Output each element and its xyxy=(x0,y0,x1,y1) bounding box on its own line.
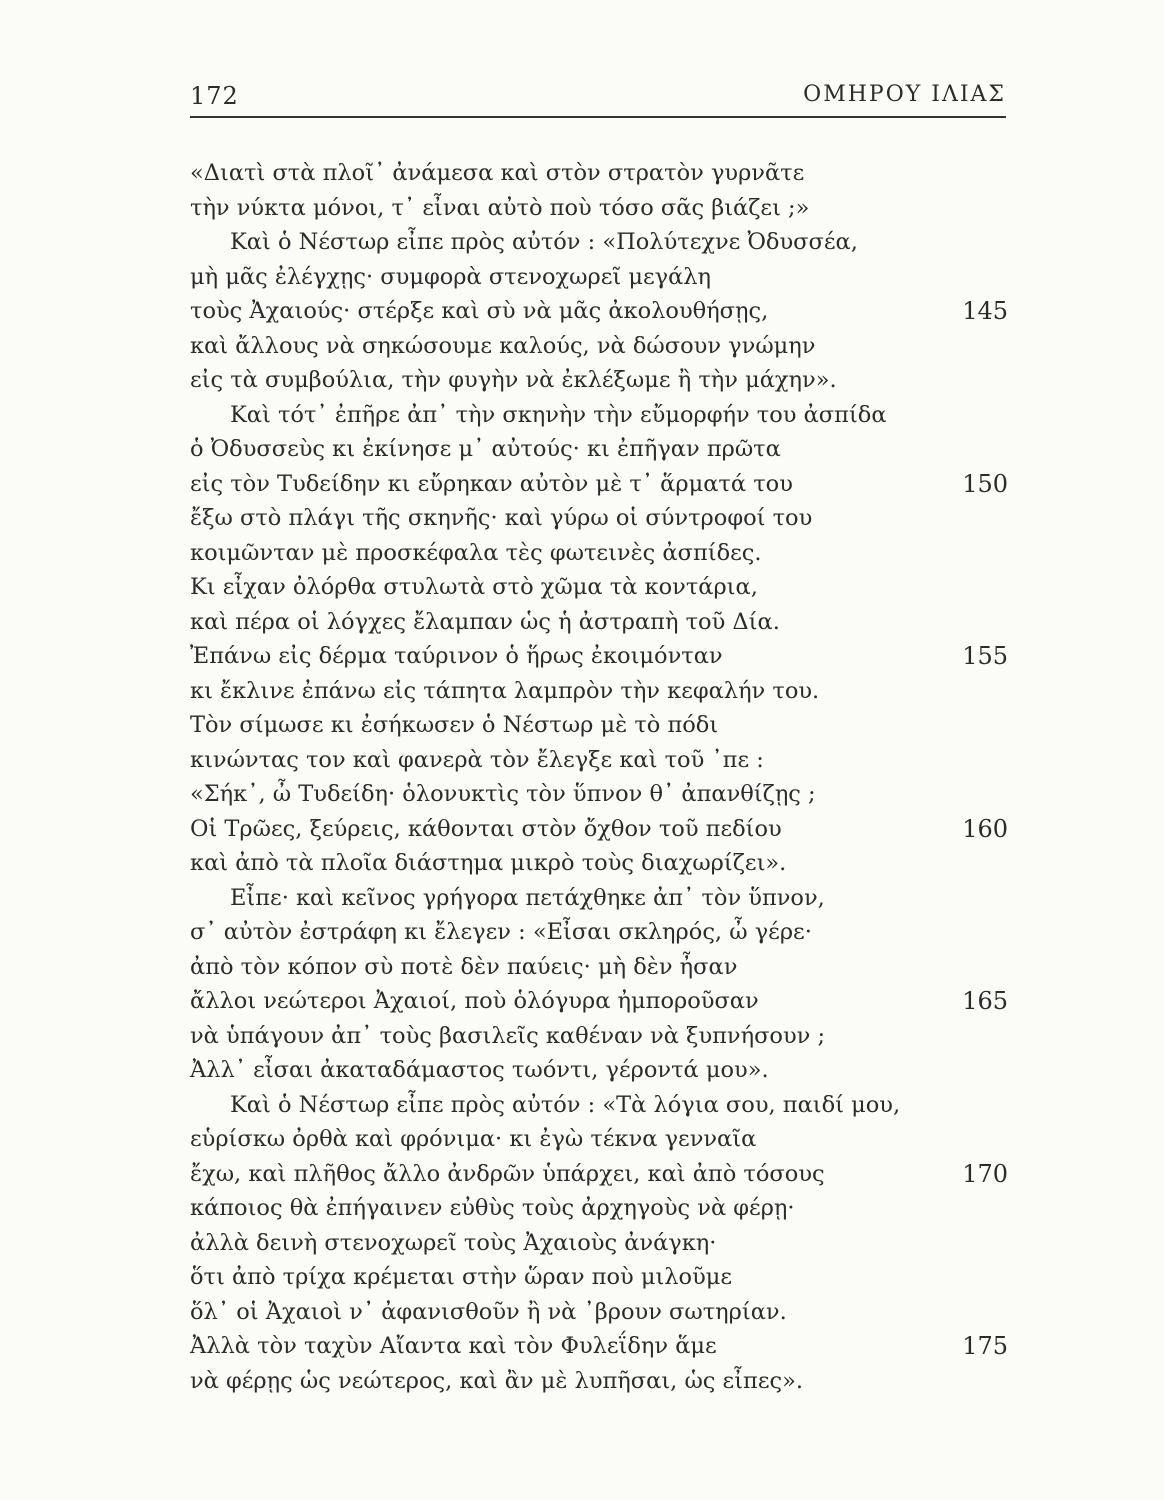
verse-line-text: «Διατὶ στὰ πλοῖ᾽ ἀνάμεσα καὶ στὸν στρατὸν γυρνᾶτε xyxy=(190,160,805,186)
verse-line-text: εἰς τὸν Τυδείδην κι εὔρηκαν αὐτὸν μὲ τ᾽ ἅρματά του xyxy=(190,470,793,497)
line-number: 155 xyxy=(962,642,1008,670)
verse-line-text: Ἐπάνω εἰς δέρμα ταύρινον ὁ ἥρως ἐκοιμόνταν xyxy=(190,643,723,669)
verse-line-text: μὴ μᾶς ἐλέγχῃς· συμφορὰ στενοχωρεῖ μεγάλη xyxy=(190,263,712,290)
verse-line xyxy=(190,1157,1020,1192)
verse-line-text: εὑρίσκω ὀρθὰ καὶ φρόνιμα· κι ἐγὼ τέκνα γενναῖα xyxy=(190,1126,757,1152)
verse-line xyxy=(190,708,1020,743)
verse-line xyxy=(190,1295,1020,1330)
verse-line-text: κι ἔκλινε ἐπάνω εἰς τάπητα λαμπρὸν τὴν κεφαλήν του. xyxy=(190,677,820,704)
verse-line xyxy=(190,1364,1020,1399)
verse-line-text: Ἀλλὰ τὸν ταχὺν Αἴαντα καὶ τὸν Φυλεΐδην ἅμε xyxy=(190,1333,717,1359)
verse-line-text: «Σήκ᾽, ὦ Τυδείδη· ὁλονυκτὶς τὸν ὕπνον θ᾽ ἀπανθίζῃς ; xyxy=(190,781,816,807)
verse-line-text: ἄλλοι νεώτεροι Ἀχαιοί, ποὺ ὁλόγυρα ἠμποροῦσαν xyxy=(190,988,759,1014)
verse-line-text: κοιμῶνταν μὲ προσκέφαλα τὲς φωτεινὲς ἀσπίδες. xyxy=(190,539,762,566)
verse-line xyxy=(190,743,1020,778)
verse-line xyxy=(190,1019,1020,1054)
verse-line-text: καὶ πέρα οἱ λόγχες ἔλαμπαν ὡς ἡ ἀστραπὴ τοῦ Δία. xyxy=(190,608,780,635)
verse-line xyxy=(190,1260,1020,1295)
verse-line-text: Καὶ ὁ Νέστωρ εἶπε πρὸς αὐτόν : «Τὰ λόγια σου, παιδί μου, xyxy=(230,1091,901,1118)
verse-line-text: Κι εἶχαν ὀλόρθα στυλωτὰ στὸ χῶμα τὰ κοντάρια, xyxy=(190,574,758,600)
verse-line-text: ὅλ᾽ οἱ Ἀχαιοὶ ν᾽ ἀφανισθοῦν ἢ νὰ ᾽βρουν σωτηρίαν. xyxy=(190,1298,787,1325)
line-number: 170 xyxy=(962,1159,1008,1188)
verse-line xyxy=(190,1122,1020,1157)
running-title: ΟΜΗΡΟΥ ΙΛΙΑΣ xyxy=(803,82,1006,107)
verse-line-text: ἀπὸ τὸν κόπον σὺ ποτὲ δὲν παύεις· μὴ δὲν ἦσαν xyxy=(190,953,738,980)
verse-line-text: νὰ ὑπάγουν ἀπ᾽ τοὺς βασιλεῖς καθέναν νὰ ξυπνήσουν ; xyxy=(190,1022,826,1049)
verse-line xyxy=(190,329,1020,364)
verse-line xyxy=(190,915,1020,950)
verse-line xyxy=(190,501,1020,536)
verse-line-text: Καὶ τότ᾽ ἐπῆρε ἀπ᾽ τὴν σκηνὴν τὴν εὔμορφήν του ἀσπίδα xyxy=(230,401,887,428)
verse-line xyxy=(190,260,1020,295)
verse-line xyxy=(190,777,1020,812)
verse-line-text: τοὺς Ἀχαιούς· στέρξε καὶ σὺ νὰ μᾶς ἀκολουθήσῃς, xyxy=(190,298,769,324)
verse-line-text: Καὶ ὁ Νέστωρ εἶπε πρὸς αὐτόν : «Πολύτεχνε Ὀδυσσέα, xyxy=(230,229,858,255)
verse-line-text: ὅτι ἀπὸ τρίχα κρέμεται στὴν ὥραν ποὺ μιλοῦμε xyxy=(190,1264,733,1290)
verse-line-text: ἔξω στὸ πλάγι τῆς σκηνῆς· καὶ γύρω οἱ σύντροφοί του xyxy=(190,505,813,531)
verse-line-text: κινώντας τον καὶ φανερὰ τὸν ἔλεγξε καὶ τοῦ ᾽πε : xyxy=(190,746,764,773)
page-number: 172 xyxy=(190,82,239,110)
verse-line xyxy=(190,1226,1020,1261)
verse-line xyxy=(190,398,1020,433)
page-header xyxy=(190,80,1006,118)
verse-line-text: Οἱ Τρῶες, ξεύρεις, κάθονται στὸν ὄχθον τοῦ πεδίου xyxy=(190,815,782,842)
verse-line xyxy=(190,570,1020,605)
verse-line xyxy=(190,536,1020,571)
verse-line xyxy=(190,467,1020,502)
verse-line xyxy=(190,881,1020,916)
verse-line xyxy=(190,984,1020,1019)
verse-line-text: τὴν νύκτα μόνοι, τ᾽ εἶναι αὐτὸ ποὺ τόσο σᾶς βιάζει ;» xyxy=(190,194,810,221)
line-number: 175 xyxy=(962,1332,1008,1360)
verse-line-text: ἀλλὰ δεινὴ στενοχωρεῖ τοὺς Ἀχαιοὺς ἀνάγκη· xyxy=(190,1229,717,1256)
verse-line xyxy=(190,605,1020,640)
verse-line xyxy=(190,156,1020,191)
verse-line xyxy=(190,674,1020,709)
verse-line xyxy=(190,432,1020,467)
verse-line-text: ὁ Ὀδυσσεὺς κι ἐκίνησε μ᾽ αὐτούς· κι ἐπῆγαν πρῶτα xyxy=(190,436,781,462)
verse-line-text: Εἶπε· καὶ κεῖνος γρήγορα πετάχθηκε ἀπ᾽ τὸν ὕπνον, xyxy=(230,884,825,911)
verse-line xyxy=(190,363,1020,398)
verse-line xyxy=(190,639,1020,674)
verse-line-text: σ᾽ αὐτὸν ἐστράφη κι ἔλεγεν : «Εἶσαι σκληρός, ὦ γέρε· xyxy=(190,919,812,945)
line-number: 165 xyxy=(962,987,1008,1015)
verse-line-text: Τὸν σίμωσε κι ἐσήκωσεν ὁ Νέστωρ μὲ τὸ πόδι xyxy=(190,712,719,738)
verse-line xyxy=(190,1088,1020,1123)
verse-text xyxy=(190,156,1020,1398)
verse-line-text: εἰς τὰ συμβούλια, τὴν φυγὴν νὰ ἐκλέξωμε ἢ τὴν μάχην». xyxy=(190,367,837,393)
verse-line-text: κάποιος θὰ ἐπήγαινεν εὐθὺς τοὺς ἀρχηγοὺς νὰ φέρῃ· xyxy=(190,1195,795,1221)
verse-line xyxy=(190,1053,1020,1088)
line-number: 160 xyxy=(962,814,1008,843)
line-number: 145 xyxy=(962,297,1008,325)
verse-line-text: καὶ ἀπὸ τὰ πλοῖα διάστημα μικρὸ τοὺς διαχωρίζει». xyxy=(190,850,787,876)
verse-line xyxy=(190,812,1020,847)
line-number: 150 xyxy=(962,469,1008,498)
verse-line xyxy=(190,225,1020,260)
verse-line xyxy=(190,950,1020,985)
verse-line xyxy=(190,1329,1020,1364)
verse-line xyxy=(190,1191,1020,1226)
verse-line-text: Ἀλλ᾽ εἶσαι ἀκαταδάμαστος τωόντι, γέροντά μου». xyxy=(190,1057,769,1083)
verse-line-text: καὶ ἄλλους νὰ σηκώσουμε καλούς, νὰ δώσουν γνώμην xyxy=(190,332,816,359)
verse-line xyxy=(190,294,1020,329)
verse-line-text: νὰ φέρῃς ὡς νεώτερος, καὶ ἂν μὲ λυπῆσαι, ὡς εἶπες». xyxy=(190,1367,803,1394)
verse-line xyxy=(190,846,1020,881)
verse-line xyxy=(190,191,1020,226)
verse-line-text: ἔχω, καὶ πλῆθος ἄλλο ἀνδρῶν ὑπάρχει, καὶ ἀπὸ τόσους xyxy=(190,1160,825,1187)
